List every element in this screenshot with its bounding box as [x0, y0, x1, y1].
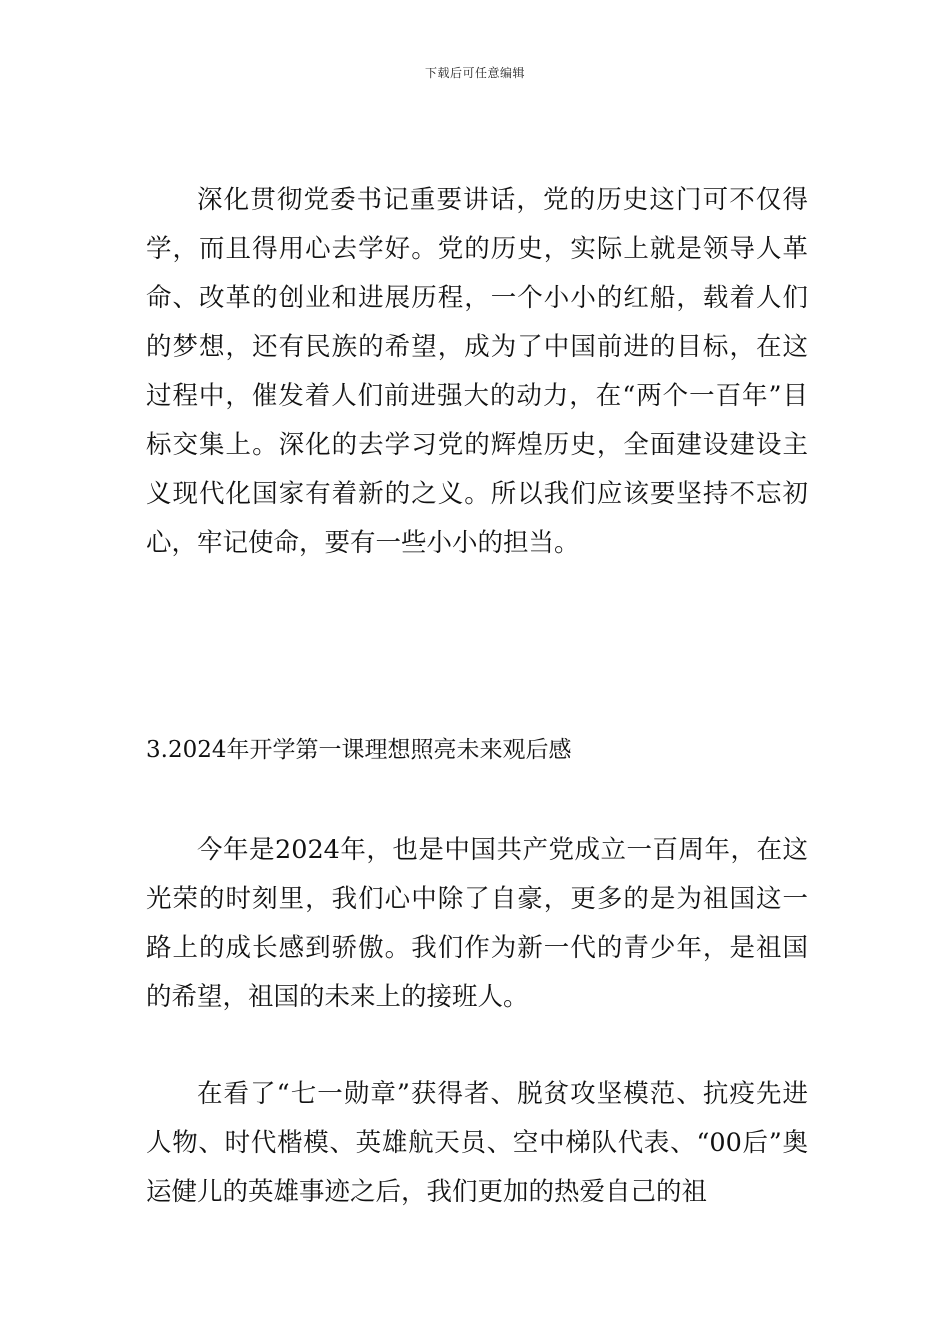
section-heading: 3.2024年开学第一课理想照亮未来观后感: [146, 737, 572, 763]
body-paragraph-3: 在看了“七一勋章”获得者、脱贫攻坚模范、抗疫先进人物、时代楷模、英雄航天员、空中梯队代表、“00后”奥运健儿的英雄事迹之后，我们更加的热爱自己的祖: [146, 1079, 808, 1207]
body-paragraph-2: 今年是2024年，也是中国共产党成立一百周年，在这光荣的时刻里，我们心中除了自豪，更多的是为祖国这一路上的成长感到骄傲。我们作为新一代的青少年，是祖国的希望，祖国的未来上的接班人。: [146, 835, 808, 1012]
page-header-note: 下载后可任意编辑: [424, 66, 525, 80]
body-paragraph-1: 深化贯彻党委书记重要讲话，党的历史这门可不仅得学，而且得用心去学好。党的历史，实际上就是领导人革命、改革的创业和进展历程，一个小小的红船，载着人们的梦想，还有民族的希望，成为了中国前进的目标，在这过程中，催发着人们前进强大的动力，在“两个一百年”目标交集上。深化的去学习党的辉煌历史，全面建设建设主义现代化国家有着新的之义。所以我们应该要坚持不忘初心，牢记使命，要有一些小小的担当。: [146, 185, 808, 558]
